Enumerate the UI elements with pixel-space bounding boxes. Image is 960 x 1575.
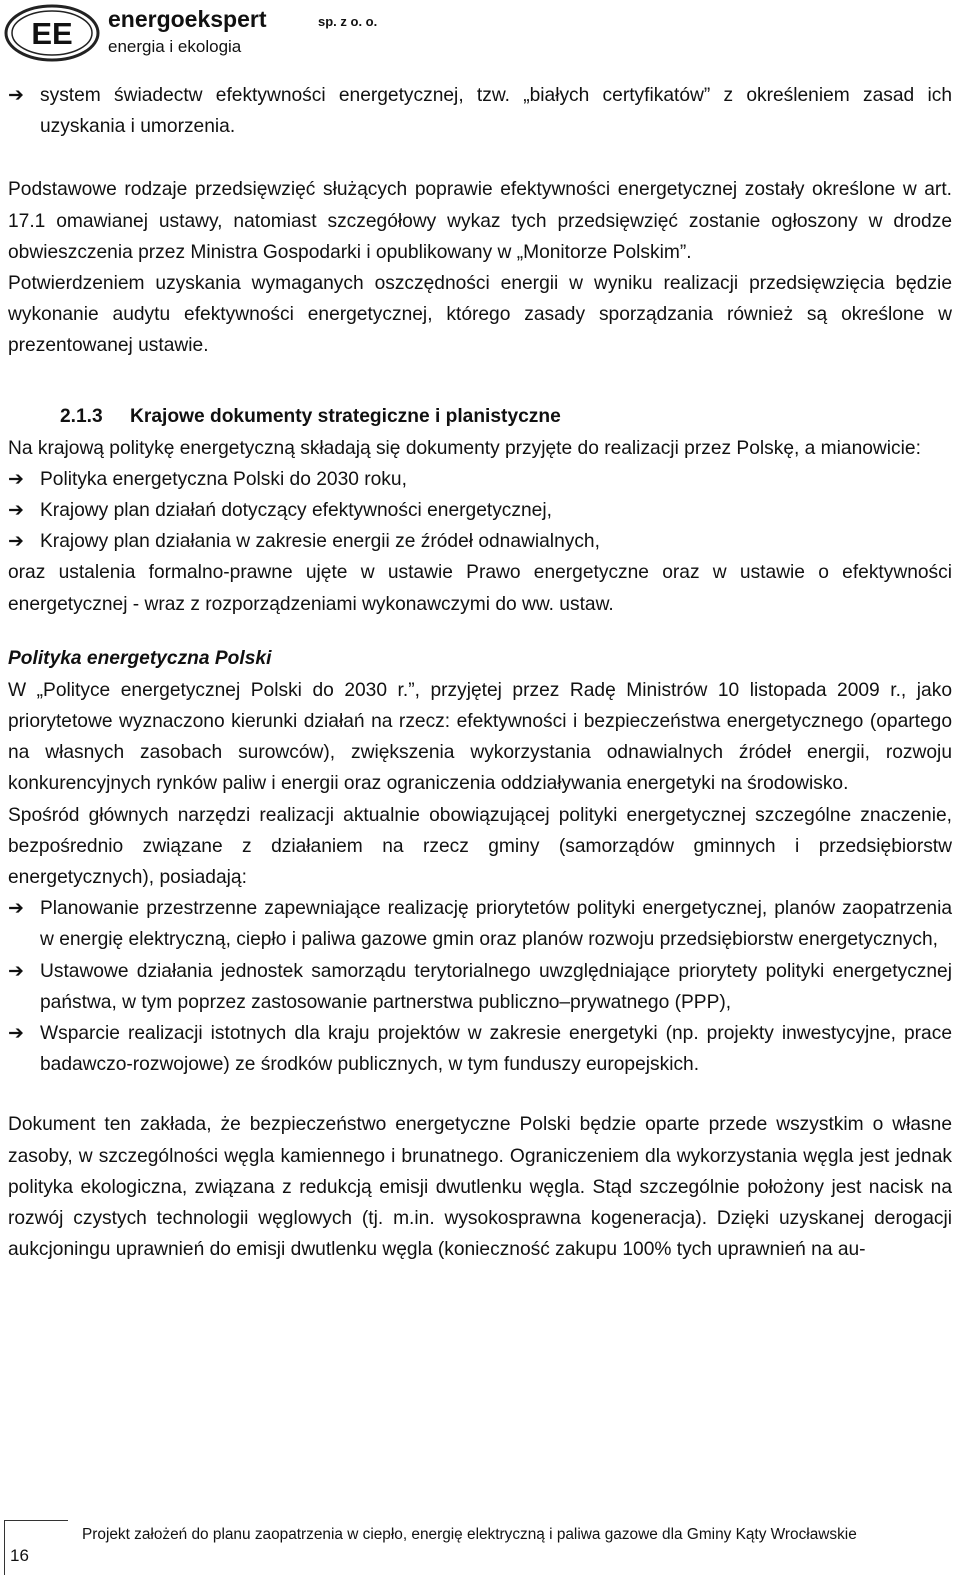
company-name: energoekspert <box>108 6 267 32</box>
list-item-text: Wsparcie realizacji istotnych dla kraju projektów w zakresie energetyki (np. projekty inwestycyjne, prace badawczo-rozwojowe) ze środków publicznych, w tym funduszy europejskich. <box>40 1023 952 1076</box>
list-item-text: Polityka energetyczna Polski do 2030 roku, <box>40 468 407 490</box>
section-title: Krajowe dokumenty strategiczne i planistyczne <box>130 405 561 427</box>
paragraph: oraz ustalenia formalno-prawne ujęte w ustawie Prawo energetyczne oraz w ustawie o efektywności energetycznej - wraz z rozporządzeniami wykonawczymi do ww. ustaw. <box>8 562 952 615</box>
paragraph: Podstawowe rodzaje przedsięwzięć służących poprawie efektywności energetycznej zostały określone w art. 17.1 omawianej ustawy, natomiast szczegółowy wykaz tych przedsięwzięć zostanie ogłoszony w drodze obwieszczenia przez Ministra Gospodarki i opublikowany w „Monitorze Polskim”. <box>8 179 952 263</box>
list-item <box>8 464 952 495</box>
section-number: 2.1.3 <box>60 405 103 427</box>
list-item-text: system świadectw efektywności energetycznej, tzw. „białych certyfikatów” z określeniem zasad ich uzyskania i umorzenia. <box>40 85 952 138</box>
list-item-text: Krajowy plan działania w zakresie energii ze źródeł odnawialnych, <box>40 531 600 553</box>
paragraph: Na krajową politykę energetyczną składają się dokumenty przyjęte do realizacji przez Polskę, a mianowicie: <box>8 437 921 459</box>
arrow-right-icon: ➔ <box>8 531 24 553</box>
paragraph: Dokument ten zakłada, że bezpieczeństwo energetyczne Polski będzie oparte przede wszystkim o własne zasoby, w szczególności węgla kamiennego i brunatnego. Ograniczeniem dla wykorzystania węgla jest jednak polityka ekologiczna, związana z redukcją emisji dwutlenku węgla. Stąd szczególnie położony jest nacisk na rozwój czystych technologii węglowych (tj. m.in. wysokosprawna kogeneracja). Dzięki uzyskanej derogacji aukcjoningu uprawnień do emisji dwutlenku węgla (konieczność zakupu 100% tych uprawnień na au- <box>8 1114 952 1261</box>
arrow-right-icon: ➔ <box>8 468 24 490</box>
list-item <box>8 956 952 1018</box>
paragraph: Spośród głównych narzędzi realizacji aktualnie obowiązującej polityki energetycznej szczególne znaczenie, bezpośrednio związane z działaniem na rzecz gminy (samorządów gminnych i przedsiębiorstw energetycznych), posiadają: <box>8 804 952 889</box>
arrow-right-icon: ➔ <box>8 500 24 522</box>
company-logo <box>4 4 100 62</box>
section-heading <box>60 400 952 433</box>
subheading: Polityka energetyczna Polski <box>8 647 272 669</box>
page-header <box>0 0 960 66</box>
paragraph: W „Polityce energetycznej Polski do 2030 r.”, przyjętej przez Radę Ministrów 10 listopada 2009 r., jako priorytetowe wyznaczono kierunki działań na rzecz: efektywności i bezpieczeństwa energetycznego (opartego na własnych zasobach surowców), zwiększenia wykorzystania odnawialnych źródeł energii, rozwoju konkurencyjnych rynków paliw i energii oraz ograniczenia oddziaływania energetyki na środowisko. <box>8 679 952 795</box>
list-item <box>8 526 952 557</box>
logo-letters: EE <box>31 16 73 51</box>
footer-text: Projekt założeń do planu zaopatrzenia w ciepło, energię elektryczną i paliwa gazowe dla Gminy Kąty Wrocławskie <box>82 1526 857 1543</box>
list-item-text: Planowanie przestrzenne zapewniające realizację priorytetów polityki energetycznej, planów zaopatrzenia w energię elektryczną, ciepło i paliwa gazowe gmin oraz planów rozwoju przedsiębiorstw energetycznych, <box>40 898 952 951</box>
arrow-right-icon: ➔ <box>8 1023 24 1045</box>
list-item <box>8 893 952 955</box>
list-item-text: Ustawowe działania jednostek samorządu terytorialnego uwzględniające priorytety polityki energetycznej państwa, w tym poprzez zastosowanie partnerstwa publiczno–prywatnego (PPP), <box>40 960 952 1013</box>
arrow-right-icon: ➔ <box>8 898 24 920</box>
page-number: 16 <box>10 1546 29 1565</box>
company-suffix: sp. z o. o. <box>318 14 378 29</box>
company-tagline: energia i ekologia <box>108 37 242 56</box>
list-item <box>8 1018 952 1080</box>
document-body <box>8 80 952 1266</box>
list-item-text: Krajowy plan działań dotyczący efektywności energetycznej, <box>40 500 552 522</box>
list-item <box>8 495 952 526</box>
arrow-right-icon: ➔ <box>8 960 24 982</box>
list-item <box>8 80 952 142</box>
paragraph: Potwierdzeniem uzyskania wymaganych oszczędności energii w wyniku realizacji przedsięwzięcia będzie wykonanie audytu efektywności energetycznej, którego zasady sporządzania również są określone w prezentowanej ustawie. <box>8 273 952 357</box>
arrow-right-icon: ➔ <box>8 85 24 106</box>
